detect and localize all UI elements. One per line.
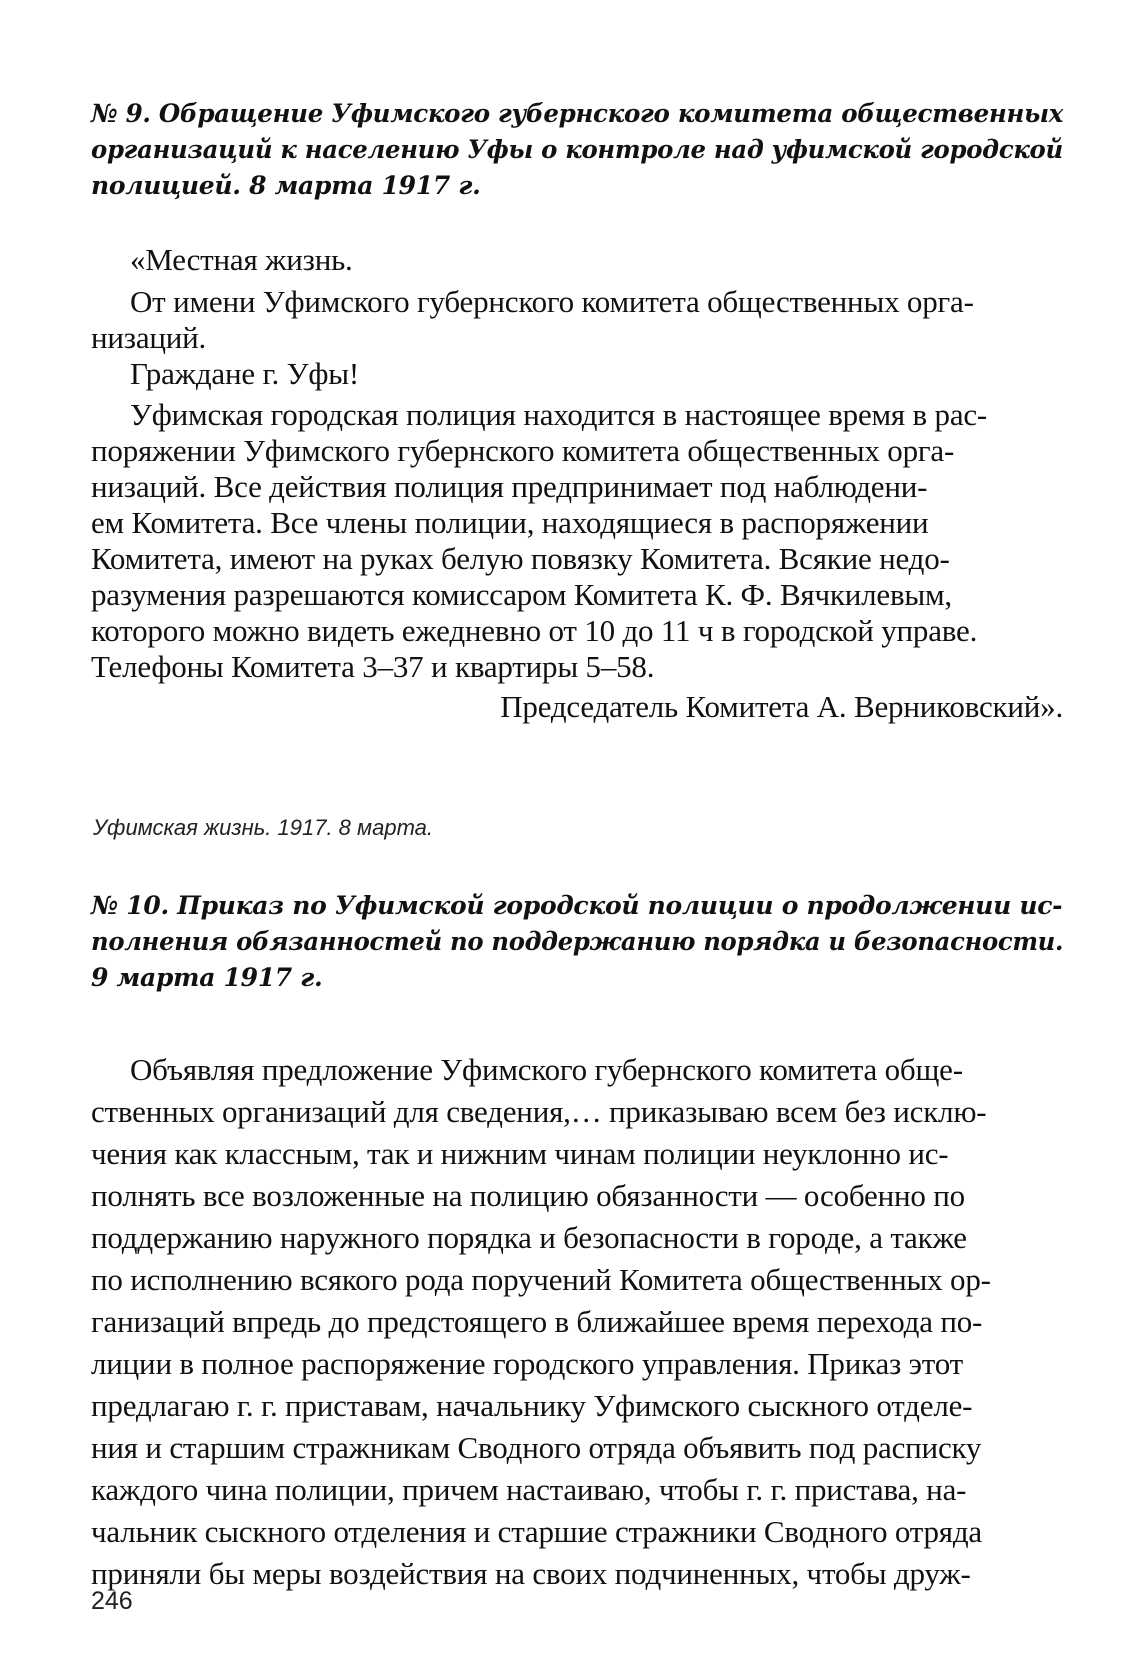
doc10-body-line: каждого чина полиции, причем настаиваю, чтобы г. г. пристава, на- (91, 1472, 967, 1507)
doc9-body-line: Комитета, имеют на руках белую повязку Комитета. Всякие недо- (91, 541, 950, 576)
doc10-body-line: ния и старшим стражникам Сводного отряда объявить под расписку (91, 1430, 982, 1465)
doc9-signature: Председатель Комитета А. Верниковский». (500, 689, 1063, 724)
doc9-quote-open: «Местная жизнь. (130, 242, 353, 277)
doc10-body-line: чения как классным, так и нижним чинам полиции неуклонно ис- (91, 1136, 949, 1171)
doc9-body-line: Телефоны Комитета 3–37 и квартиры 5–58. (91, 649, 655, 684)
doc10-heading (91, 888, 1063, 996)
doc10-heading-line: 9 марта 1917 г. (91, 963, 323, 992)
doc9-intro-line: От имени Уфимского губернского комитета общественных орга- (130, 284, 974, 319)
doc10-body-line: ственных организаций для сведения,… приказываю всем без исклю- (91, 1094, 987, 1129)
doc9-heading-line: № 9. Обращение Уфимского губернского комитета общественных (91, 99, 1064, 128)
doc9-heading-line: полицией. 8 марта 1917 г. (91, 171, 481, 200)
doc9-body-line: Уфимская городская полиция находится в настоящее время в рас- (130, 397, 988, 432)
doc10-body-line: по исполнению всякого рода поручений Комитета общественных ор- (91, 1262, 991, 1297)
doc10-body-line: ганизаций впредь до предстоящего в ближайшее время перехода по- (91, 1304, 983, 1339)
doc10-body-line: предлагаю г. г. приставам, начальнику Уфимского сыскного отделе- (91, 1388, 973, 1423)
doc9-heading (91, 96, 1063, 204)
doc10-heading-line: полнения обязанностей по поддержанию порядка и безопасности. (91, 927, 1064, 956)
doc10-body-line: поддержанию наружного порядка и безопасности в городе, а также (91, 1220, 967, 1255)
doc10-body-line: полнять все возложенные на полицию обязанности — особенно по (91, 1178, 965, 1213)
doc9-source-citation: Уфимская жизнь. 1917. 8 марта. (93, 815, 433, 840)
doc9-heading-line: организаций к населению Уфы о контроле над уфимской городской (91, 135, 1063, 164)
doc9-body-line: поряжении Уфимского губернского комитета общественных орга- (91, 433, 955, 468)
doc10-body-line: лиции в полное распоряжение городского управления. Приказ этот (91, 1346, 963, 1381)
doc10-body-line: Объявляя предложение Уфимского губернского комитета обще- (130, 1052, 963, 1087)
doc10-heading-line: № 10. Приказ по Уфимской городской полиции о продолжении ис- (91, 891, 1063, 920)
doc9-body-line: ем Комитета. Все члены полиции, находящиеся в распоряжении (91, 505, 929, 540)
doc9-intro-line: низаций. (91, 320, 207, 355)
doc9-greeting: Граждане г. Уфы! (130, 356, 359, 391)
doc9-body-line: которого можно видеть ежедневно от 10 до 11 ч в городской управе. (91, 613, 978, 648)
doc9-body-line: разумения разрешаются комиссаром Комитета К. Ф. Вячкилевым, (91, 577, 952, 612)
doc9-body-line: низаций. Все действия полиция предпринимает под наблюдени- (91, 469, 928, 504)
page-number: 246 (91, 1587, 133, 1615)
doc10-body-line: приняли бы меры воздействия на своих подчиненных, чтобы друж- (91, 1556, 971, 1591)
doc10-body-line: чальник сыскного отделения и старшие стражники Сводного отряда (91, 1514, 982, 1549)
